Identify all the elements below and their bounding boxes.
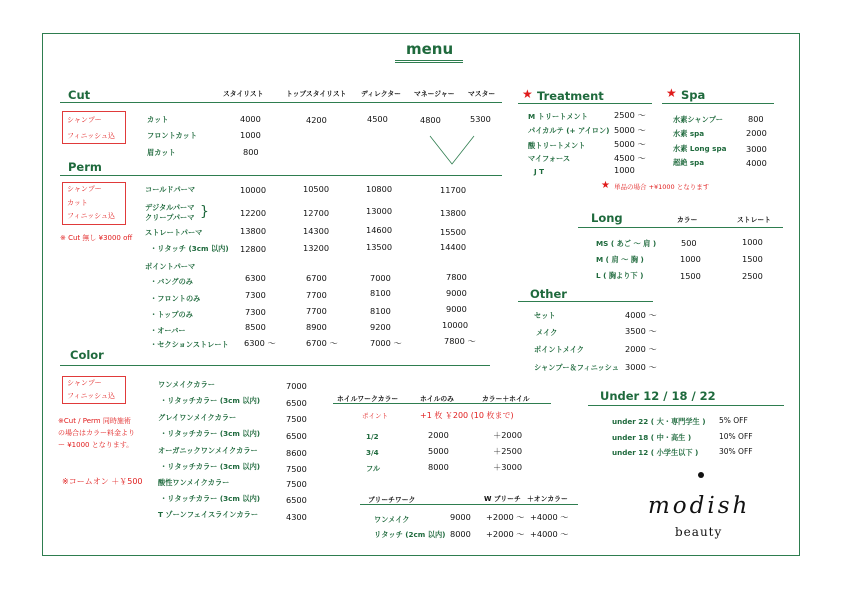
brace-icon: } — [200, 204, 209, 220]
bleach-price: 9000 — [450, 512, 471, 522]
point-perm-item: ・バングのみ — [150, 277, 193, 286]
foil-color-price: ＋3000 — [493, 462, 523, 472]
long-rule — [578, 227, 783, 228]
perm-price: 10800 — [366, 184, 393, 194]
cut-note-line: フィニッシュ込 — [67, 132, 116, 140]
color-note-line: フィニッシュ込 — [67, 392, 116, 400]
cut-price: 4800 — [420, 115, 441, 125]
point-perm-item: ・トップのみ — [150, 310, 193, 319]
point-perm-price: 7700 — [306, 290, 327, 300]
cut-price: 1000 — [240, 130, 261, 140]
point-perm-price: 7000 ～ — [370, 338, 402, 348]
treatment-item-name: パイカルテ (+ アイロン) — [528, 126, 610, 135]
treatment-price: 4500 ～ — [614, 153, 646, 163]
point-perm-price: 7000 — [370, 273, 391, 283]
foil-only-price: 2000 — [428, 430, 449, 440]
cut-header-manager: マネージャー — [414, 90, 455, 98]
perm-item-name: コールドパーマ — [145, 185, 196, 194]
foil-rule — [333, 403, 551, 404]
cut-price: 4200 — [306, 115, 327, 125]
color-note-line: シャンプー — [67, 379, 102, 387]
star-icon: ★ — [666, 86, 677, 100]
foil-only-price: 8000 — [428, 462, 449, 472]
under-discount: 10% OFF — [719, 432, 753, 441]
spa-item-name: 水素 spa — [673, 129, 705, 138]
page-title: menu — [406, 40, 454, 58]
long-header-color: カラー — [677, 216, 698, 224]
other-price: 4000 ～ — [625, 310, 657, 320]
bleach-row-name: ワンメイク — [374, 515, 410, 524]
bleach-w-price: +2000 ～ — [486, 512, 525, 522]
perm-item-name: ストレートパーマ — [145, 228, 203, 237]
other-price: 2000 ～ — [625, 344, 657, 354]
bleach-w-price: +2000 ～ — [486, 529, 525, 539]
color-item-name: 酸性ワンメイクカラー — [158, 478, 230, 487]
point-perm-price: 6300 ～ — [244, 338, 276, 348]
spa-item-name: 超絶 spa — [673, 158, 705, 167]
color-item-name: T ゾーンフェイスラインカラー — [158, 510, 259, 519]
perm-item-name: ・リタッチ (3cm 以内) — [150, 244, 229, 253]
bleach-on-price: +4000 ～ — [530, 529, 569, 539]
cut-section-title: Cut — [68, 88, 91, 102]
foil-row-name: 3/4 — [366, 448, 379, 457]
cut-header-master: マスター — [468, 90, 496, 98]
long-color-price: 1500 — [680, 271, 701, 281]
point-perm-item: ・セクションストレート — [150, 340, 229, 349]
other-section-title: Other — [530, 287, 567, 301]
perm-note-line: シャンプー — [67, 185, 102, 193]
color-note2-line: ※Cut / Perm 同時施術 — [58, 417, 131, 425]
cut-item-name: カット — [147, 115, 169, 124]
perm-note-box — [62, 182, 126, 225]
perm-price: 10500 — [303, 184, 330, 194]
cut-item-name: フロントカット — [147, 131, 198, 140]
point-perm-price: 9000 — [446, 288, 467, 298]
perm-item-name: デジタルパーマ — [145, 203, 195, 212]
color-item-name: ・リタッチカラー (3cm 以内) — [160, 494, 261, 503]
color-rule — [60, 365, 490, 366]
perm-note-line: カット — [67, 198, 88, 207]
other-item-name: シャンプー＆フィニッシュ — [534, 363, 619, 372]
long-straight-price: 1000 — [742, 237, 763, 247]
color-note2-line: の場合はカラー料金より — [58, 429, 135, 437]
other-item-name: セット — [534, 311, 556, 320]
color-section-title: Color — [70, 348, 104, 362]
long-color-price: 1000 — [680, 254, 701, 264]
chevron-down-icon — [428, 134, 476, 166]
bleach-rule — [360, 504, 578, 505]
bleach-row-name: リタッチ (2cm 以内) — [374, 530, 446, 539]
under-discount: 30% OFF — [719, 447, 753, 456]
perm-price: 14600 — [366, 225, 393, 235]
color-price: 6500 — [286, 398, 307, 408]
spa-item-name: 水素シャンプー — [673, 115, 723, 124]
bleach-header: ブリーチワーク — [368, 496, 416, 504]
spa-price: 3000 — [746, 144, 767, 154]
point-perm-item: ・フロントのみ — [150, 294, 201, 303]
other-price: 3000 ～ — [625, 362, 657, 372]
color-item-name: グレイワンメイクカラー — [158, 413, 237, 422]
under-row-name: under 18 ( 中・高生 ) — [612, 433, 692, 442]
color-item-name: ・リタッチカラー (3cm 以内) — [160, 429, 261, 438]
color-price: 7000 — [286, 381, 307, 391]
spa-price: 800 — [748, 114, 764, 124]
perm-price: 12800 — [240, 244, 267, 254]
perm-price: 13000 — [366, 206, 393, 216]
star-icon: ★ — [522, 87, 533, 101]
color-item-name: ・リタッチカラー (3cm 以内) — [160, 396, 261, 405]
foil-row-name: 1/2 — [366, 432, 379, 441]
treatment-price: 1000 — [614, 165, 635, 175]
point-perm-price: 9000 — [446, 304, 467, 314]
under-rule — [588, 405, 784, 406]
cut-price: 800 — [243, 147, 259, 157]
perm-price: 15500 — [440, 227, 467, 237]
perm-price: 13500 — [366, 242, 393, 252]
cut-note-box — [62, 111, 126, 144]
long-color-price: 500 — [681, 238, 697, 248]
foil-color-price: ＋2500 — [493, 446, 523, 456]
spa-price: 4000 — [746, 158, 767, 168]
cut-price: 4500 — [367, 114, 388, 124]
star-icon: ★ — [601, 180, 610, 191]
logo-dot — [698, 472, 704, 478]
color-item-name: ワンメイクカラー — [158, 380, 215, 389]
cut-price: 5300 — [470, 114, 491, 124]
point-perm-label: ポイントパーマ — [145, 262, 196, 271]
long-row-name: M ( 肩 ～ 胸 ) — [596, 255, 644, 264]
foil-only-price: 5000 — [428, 446, 449, 456]
point-perm-price: 8500 — [245, 322, 266, 332]
point-perm-item: ・オーバー — [150, 326, 186, 335]
under-row-name: under 22 ( 大・専門学生 ) — [612, 417, 706, 426]
perm-price: 10000 — [240, 185, 267, 195]
point-perm-price: 9200 — [370, 322, 391, 332]
treatment-price: 2500 ～ — [614, 110, 646, 120]
long-header-straight: ストレート — [737, 216, 771, 224]
long-row-name: L ( 胸より下 ) — [596, 271, 644, 280]
cut-header-stylist: スタイリスト — [223, 90, 264, 98]
point-perm-price: 7800 ～ — [444, 336, 476, 346]
long-row-name: MS ( あご ～ 肩 ) — [596, 239, 657, 248]
bleach-on-price: +4000 ～ — [530, 512, 569, 522]
treatment-item-name: 酸トリートメント — [528, 141, 586, 150]
foil-header: ホイルワークカラー — [337, 395, 399, 403]
perm-note-line: フィニッシュ込 — [67, 212, 116, 220]
point-perm-price: 6700 ～ — [306, 338, 338, 348]
perm-price: 14400 — [440, 242, 467, 252]
cut-header-director: ディレクター — [361, 90, 401, 98]
point-perm-price: 7300 — [245, 290, 266, 300]
treatment-item-name: J T — [534, 167, 545, 176]
perm-price: 13800 — [240, 226, 267, 236]
color-price: 7500 — [286, 464, 307, 474]
bleach-header: W ブリーチ — [484, 495, 521, 503]
spa-section-title: Spa — [681, 88, 706, 102]
logo-name: modish — [648, 493, 751, 519]
color-price: 7500 — [286, 479, 307, 489]
foil-header: カラー＋ホイル — [482, 395, 530, 403]
other-rule — [518, 301, 653, 302]
other-item-name: メイク — [536, 328, 558, 337]
color-price: 7500 — [286, 414, 307, 424]
point-perm-price: 7700 — [306, 306, 327, 316]
other-price: 3500 ～ — [625, 326, 657, 336]
foil-point-value: +1 枚 ￥200 (10 枚まで) — [420, 411, 514, 420]
point-perm-price: 8100 — [370, 288, 391, 298]
color-price: 6500 — [286, 495, 307, 505]
spa-rule — [662, 103, 774, 104]
point-perm-price: 7800 — [446, 272, 467, 282]
long-straight-price: 2500 — [742, 271, 763, 281]
treatment-single-note: 単品の場合 +¥1000 となります — [614, 183, 710, 191]
color-price: 6500 — [286, 431, 307, 441]
treatment-rule — [518, 103, 652, 104]
long-section-title: Long — [591, 211, 623, 225]
perm-section-title: Perm — [68, 160, 102, 174]
perm-price: 13200 — [303, 243, 330, 253]
point-perm-price: 7300 — [245, 307, 266, 317]
cut-rule — [60, 102, 502, 103]
perm-price: 13800 — [440, 208, 467, 218]
under-discount: 5% OFF — [719, 416, 748, 425]
other-item-name: ポイントメイク — [534, 345, 584, 354]
perm-rule — [60, 175, 502, 176]
color-note-box — [62, 376, 126, 404]
spa-item-name: 水素 Long spa — [673, 144, 727, 153]
point-perm-price: 8100 — [370, 306, 391, 316]
color-item-name: ・リタッチカラー (3cm 以内) — [160, 462, 261, 471]
under-section-title: Under 12 / 18 / 22 — [600, 389, 716, 403]
treatment-section-title: Treatment — [537, 89, 604, 103]
point-perm-price: 8900 — [306, 322, 327, 332]
long-straight-price: 1500 — [742, 254, 763, 264]
cut-header-top-stylist: トップスタイリスト — [286, 90, 347, 98]
under-row-name: under 12 ( 小学生以下 ) — [612, 448, 699, 457]
perm-item-name-2: クリープパーマ — [145, 213, 195, 222]
foil-point-label: ポイント — [362, 412, 388, 420]
color-discount-note — [58, 415, 135, 451]
bleach-price: 8000 — [450, 529, 471, 539]
cut-price: 4000 — [240, 114, 261, 124]
treatment-price: 5000 ～ — [614, 139, 646, 149]
perm-price: 11700 — [440, 185, 467, 195]
point-perm-price: 6700 — [306, 273, 327, 283]
color-price: 8600 — [286, 448, 307, 458]
color-item-name: オーガニックワンメイクカラー — [158, 446, 258, 455]
cut-item-name: 眉カット — [147, 148, 176, 157]
color-price: 4300 — [286, 512, 307, 522]
treatment-price: 5000 ～ — [614, 125, 646, 135]
treatment-item-name: M トリートメント — [528, 112, 588, 121]
bleach-header: ＋オンカラー — [527, 495, 568, 503]
spa-price: 2000 — [746, 128, 767, 138]
cut-note-line: シャンプー — [67, 116, 102, 124]
point-perm-price: 10000 — [442, 320, 469, 330]
foil-header: ホイルのみ — [420, 395, 454, 403]
foil-row-name: フル — [366, 464, 381, 473]
treatment-item-name: マイフォース — [528, 154, 571, 163]
perm-price: 14300 — [303, 226, 330, 236]
foil-color-price: ＋2000 — [493, 430, 523, 440]
perm-cut-off-note: ※ Cut 無し ¥3000 off — [60, 234, 133, 242]
point-perm-price: 6300 — [245, 273, 266, 283]
title-underline — [395, 60, 463, 63]
logo-sub: beauty — [675, 525, 723, 539]
perm-price: 12200 — [240, 208, 267, 218]
comb-on-note: ※コームオン ＋￥500 — [62, 477, 143, 486]
color-note2-line: ー ¥1000 となります。 — [58, 441, 134, 449]
perm-price: 12700 — [303, 208, 330, 218]
